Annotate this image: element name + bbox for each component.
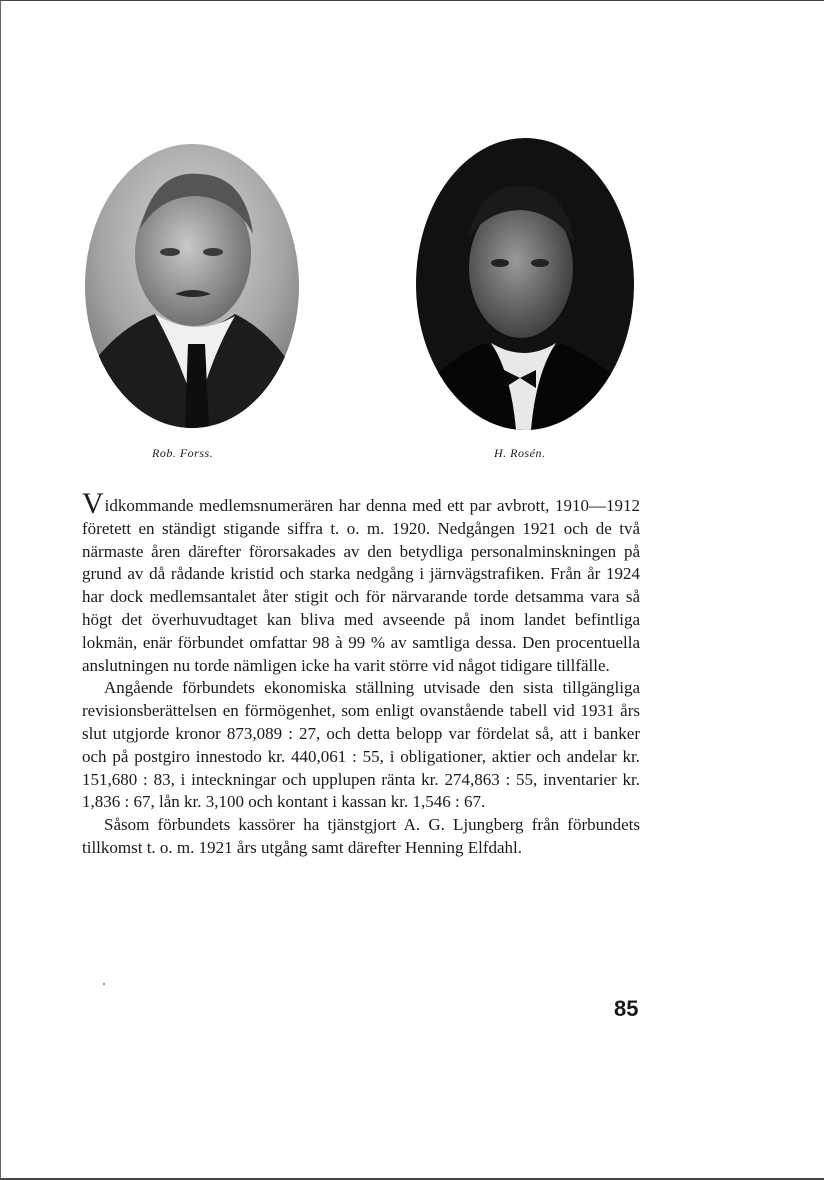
drop-cap: V	[82, 487, 104, 520]
portrait-photo-rosen	[416, 138, 634, 430]
paragraph: Såsom förbundets kassörer ha tjänstgjort A. G. Ljungberg från förbundets tillkomst t. o. m. 1921 års utgång samt därefter Henning Elfdahl.	[82, 815, 640, 857]
paragraph: Angående förbundets ekonomiska ställning utvisade den sista tillgängliga revisionsberättelsen en förmögenhet, som enligt ovanstående tabell vid 1931 års slut utgjorde kronor 873,089 : 27, och detta belopp var fördelat så, att i banker och på postgiro innestodo kr. 440,061 : 55, i obligationer, aktier och andelar kr. 151,680 : 83, i inteckningar och upplupen ränta kr. 274,863 : 55, inventarier kr. 1,836 : 67, lån kr. 3,100 och kontant i kassan kr. 1,546 : 67.	[82, 678, 640, 812]
paragraph	[82, 487, 640, 677]
portrait-caption: Rob. Forss.	[152, 446, 214, 460]
print-speck	[103, 983, 105, 985]
body-text	[82, 487, 640, 860]
page-number: 85	[614, 996, 639, 1021]
portrait-photo-forss	[85, 144, 299, 428]
portrait-caption: H. Rosén.	[494, 446, 546, 460]
paragraph-text: idkommande medlemsnumerären har denna med ett par avbrott, 1910—1912 företett en ständigt stigande siffra t. o. m. 1920. Nedgången 1921 och de två närmaste åren därefter förorsakades av den betydliga personalminskningen på grund av då rådande kristid och starka nedgång i järnvägstrafiken. Från år 1924 har dock medlemsantalet åter stigit och för närvarande torde detsamma vara så högt det överhuvudtaget kan bliva med avseende på inom landet befintliga lokmän, enär förbundet omfattar 98 à 99 % av samtliga dessa. Den procentuella anslutningen nu torde nämligen icke ha varit större vid något tidigare tillfälle.	[82, 496, 640, 675]
